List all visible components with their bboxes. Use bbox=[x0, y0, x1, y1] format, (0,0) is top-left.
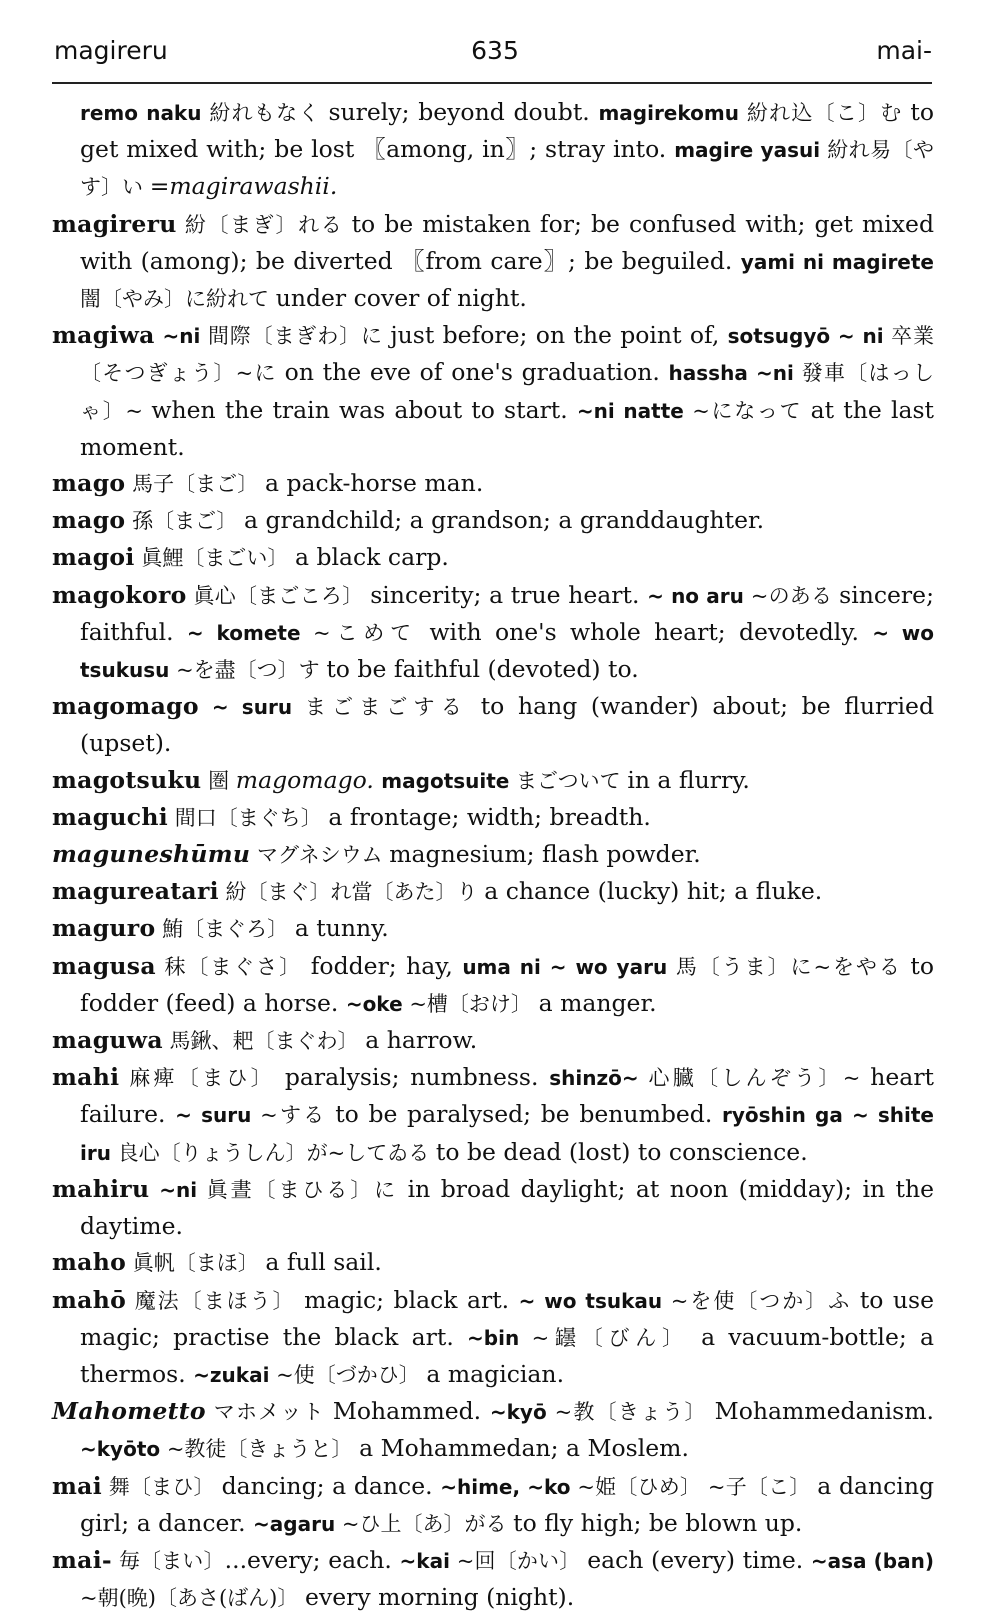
japanese-text: 秣〔まぐさ〕 bbox=[155, 954, 311, 979]
headword: magomago bbox=[52, 692, 199, 721]
dictionary-entry bbox=[52, 688, 934, 761]
japanese-text: 良心〔りょうしん〕が~してゐる bbox=[110, 1140, 436, 1165]
japanese-text: 眞晝〔まひる〕に bbox=[197, 1177, 408, 1202]
japanese-text: 眞心〔まごころ〕 bbox=[186, 583, 371, 608]
romaji-phrase: uma ni ~ wo yaru bbox=[462, 954, 668, 979]
definition-text: paralysis; numbness. bbox=[284, 1063, 550, 1092]
japanese-text: ~使〔づかひ〕 bbox=[269, 1362, 427, 1387]
japanese-text: 鮪〔まぐろ〕 bbox=[155, 917, 295, 942]
dictionary-entry bbox=[52, 1244, 934, 1281]
definition-text: dancing; a dance. bbox=[221, 1471, 441, 1500]
japanese-text: 間際〔まぎわ〕に bbox=[200, 324, 391, 349]
definition-text: to be paralysed; be benumbed. bbox=[335, 1100, 722, 1129]
definition-text: a grandchild; a grandson; a granddaughter. bbox=[243, 506, 765, 535]
japanese-text: 紛れもなく bbox=[201, 101, 329, 125]
japanese-text: ~教徒〔きょうと〕 bbox=[160, 1437, 360, 1462]
dictionary-entry bbox=[52, 502, 934, 539]
definition-text: Mohammed. bbox=[332, 1397, 490, 1426]
definition-text: under cover of night. bbox=[275, 284, 527, 313]
running-head-left: magireru bbox=[54, 36, 168, 65]
running-head-right: mai- bbox=[876, 36, 932, 65]
romaji-phrase: ~ni bbox=[149, 1177, 198, 1202]
definition-text: sincerity; a true heart. bbox=[370, 580, 648, 609]
japanese-text: 眞帆〔まほ〕 bbox=[126, 1251, 266, 1276]
romaji-phrase: remo naku bbox=[80, 101, 202, 125]
japanese-text: まごついて bbox=[509, 768, 628, 793]
definition-text: a chance (lucky) hit; a fluke. bbox=[484, 877, 823, 906]
dictionary-entry bbox=[52, 1542, 934, 1616]
japanese-text: ~を盡〔つ〕す bbox=[169, 658, 327, 683]
dictionary-entries bbox=[52, 94, 934, 1616]
definition-text: to fly high; be blown up. bbox=[513, 1508, 803, 1537]
definition-text: each (every) time. bbox=[587, 1545, 811, 1574]
romaji-phrase: ~bin bbox=[467, 1325, 520, 1350]
headword: magotsuku bbox=[52, 765, 202, 794]
definition-text: a magician. bbox=[426, 1359, 565, 1388]
japanese-text: 紛〔まぎ〕れる bbox=[176, 212, 352, 237]
japanese-text: 紛れ込〔こ〕む bbox=[738, 101, 911, 125]
cross-reference: magomago. bbox=[235, 765, 382, 794]
japanese-text: ~ひ上〔あ〕がる bbox=[335, 1511, 514, 1536]
headword: Mahometto bbox=[52, 1397, 206, 1426]
definition-text: magnesium; flash powder. bbox=[389, 840, 701, 869]
headword: magiwa bbox=[52, 321, 155, 350]
romaji-phrase: ~kyō bbox=[489, 1400, 547, 1425]
japanese-text: 馬子〔まご〕 bbox=[125, 472, 265, 497]
definition-text: a harrow. bbox=[365, 1026, 478, 1055]
headword: magoi bbox=[52, 543, 135, 572]
japanese-text: ~罎〔びん〕 bbox=[519, 1325, 702, 1350]
japanese-text: 眞鯉〔まごい〕 bbox=[134, 546, 295, 571]
romaji-phrase: ~agaru bbox=[253, 1511, 336, 1536]
definition-text: a pack-horse man. bbox=[264, 469, 484, 498]
japanese-text: ~のある bbox=[743, 583, 840, 608]
romaji-phrase: sotsugyō ~ ni bbox=[727, 324, 884, 349]
headword: mago bbox=[52, 506, 126, 535]
definition-text: a Mohammedan; a Moslem. bbox=[359, 1434, 689, 1463]
definition-text: surely; beyond doubt. bbox=[328, 98, 599, 126]
dictionary-entry bbox=[52, 948, 934, 1022]
japanese-text: 紛〔まぐ〕れ當〔あた〕り bbox=[218, 880, 485, 905]
romaji-phrase: ~asa (ban) bbox=[810, 1548, 934, 1573]
japanese-text: ~朝(晩)〔あさ(ばん)〕 bbox=[80, 1586, 306, 1611]
japanese-text: マホメット bbox=[205, 1400, 333, 1425]
romaji-phrase: ~ni natte bbox=[576, 398, 684, 423]
japanese-text: ~する bbox=[251, 1103, 336, 1128]
definition-text: a tunny. bbox=[294, 914, 389, 943]
japanese-text: 發車〔はっしゃ〕~ bbox=[80, 361, 934, 423]
japanese-text: 魔法〔まほう〕 bbox=[126, 1288, 305, 1313]
definition-text: on the eve of one's graduation. bbox=[284, 358, 669, 387]
headword: maguwa bbox=[52, 1026, 163, 1055]
headword: mahi bbox=[52, 1063, 120, 1092]
japanese-text: 心臓〔しんぞう〕~ bbox=[638, 1066, 871, 1091]
headword: magusa bbox=[52, 951, 156, 980]
japanese-text: 紛れ易〔やす〕い bbox=[80, 138, 934, 200]
definition-text: just before; on the point of, bbox=[390, 321, 728, 350]
headword: magureatari bbox=[52, 877, 219, 906]
dictionary-entry bbox=[52, 762, 934, 799]
japanese-text: 馬〔うま〕に~をやる bbox=[667, 954, 911, 979]
romaji-phrase: ~hime, ~ko bbox=[440, 1474, 571, 1499]
romaji-phrase: ~ suru bbox=[175, 1103, 252, 1128]
definition-text: a frontage; width; breadth. bbox=[328, 802, 651, 831]
definition-text: to be faithful (devoted) to. bbox=[326, 655, 639, 684]
dictionary-entry bbox=[52, 94, 934, 206]
headword: mago bbox=[52, 469, 126, 498]
dictionary-entry bbox=[52, 1171, 934, 1244]
romaji-phrase: ~kai bbox=[399, 1548, 450, 1573]
japanese-text: 馬鍬、耙〔まぐわ〕 bbox=[162, 1029, 366, 1054]
definition-text: when the train was about to start. bbox=[151, 395, 577, 424]
headword: maguchi bbox=[52, 802, 169, 831]
romaji-phrase: shinzō~ bbox=[549, 1066, 639, 1091]
romaji-phrase: magire yasui bbox=[674, 138, 821, 163]
japanese-text: ~教〔きょう〕 bbox=[546, 1400, 715, 1425]
romaji-phrase: ~ suru bbox=[198, 695, 293, 720]
definition-text: sincere; faithful. bbox=[80, 580, 934, 646]
definition-text: a dancing girl; a dancer. bbox=[80, 1471, 935, 1537]
headword: mai bbox=[52, 1471, 102, 1500]
japanese-text: 麻痺〔まひ〕 bbox=[119, 1066, 285, 1091]
japanese-text: 圏 bbox=[201, 768, 236, 793]
romaji-phrase: ~ komete bbox=[186, 620, 301, 645]
headword: magokoro bbox=[52, 580, 187, 609]
definition-text: every morning (night). bbox=[305, 1583, 575, 1612]
romaji-phrase: ~oke bbox=[345, 991, 403, 1016]
page-number: 635 bbox=[471, 36, 519, 65]
dictionary-entry bbox=[52, 465, 934, 502]
japanese-text: ~を使〔つか〕ふ bbox=[662, 1288, 860, 1313]
dictionary-entry bbox=[52, 1468, 934, 1542]
headword: mai- bbox=[52, 1545, 112, 1574]
headword: magireru bbox=[52, 209, 177, 238]
japanese-text: 卒業〔そつぎょう〕~に bbox=[80, 324, 934, 386]
dictionary-entry bbox=[52, 1282, 934, 1394]
dictionary-entry bbox=[52, 206, 934, 318]
japanese-text: ~姫〔ひめ〕 ~子〔こ〕 bbox=[570, 1474, 818, 1499]
definition-text: ...every; each. bbox=[224, 1545, 400, 1574]
romaji-phrase: ~kyōto bbox=[80, 1437, 161, 1462]
headword: maguro bbox=[52, 914, 156, 943]
romaji-phrase: magirekomu bbox=[598, 101, 739, 125]
japanese-text: ~槽〔おけ〕 bbox=[402, 991, 539, 1016]
japanese-text: 舞〔まひ〕 bbox=[101, 1474, 222, 1499]
definition-text: with one's whole heart; devotedly. bbox=[429, 617, 873, 646]
cross-reference: =magirawashii. bbox=[149, 172, 338, 201]
definition-text: to fodder (feed) a horse. bbox=[80, 951, 934, 1017]
definition-text: a black carp. bbox=[295, 543, 449, 572]
headword: mahiru bbox=[52, 1174, 150, 1203]
japanese-text: 毎〔まい〕 bbox=[111, 1548, 225, 1573]
dictionary-entry bbox=[52, 1393, 934, 1467]
definition-text: in a flurry. bbox=[627, 765, 750, 794]
dictionary-entry bbox=[52, 577, 934, 689]
definition-text: in broad daylight; at noon (midday); in the daytime. bbox=[80, 1174, 934, 1241]
definition-text: to be dead (lost) to conscience. bbox=[435, 1137, 808, 1166]
dictionary-entry bbox=[52, 1022, 934, 1059]
headword: mahō bbox=[52, 1285, 127, 1314]
definition-text: Mohammedanism. bbox=[714, 1397, 934, 1426]
definition-text: magic; black art. bbox=[304, 1285, 519, 1314]
definition-text: a full sail. bbox=[265, 1248, 382, 1277]
japanese-text: 闇〔やみ〕に紛れて bbox=[80, 287, 276, 312]
dictionary-entry bbox=[52, 539, 934, 576]
dictionary-entry bbox=[52, 910, 934, 947]
header-rule bbox=[52, 82, 932, 84]
romaji-phrase: yami ni magirete bbox=[740, 249, 934, 274]
definition-text: at the last moment. bbox=[80, 395, 934, 461]
japanese-text: ~こめて bbox=[300, 620, 430, 645]
dictionary-entry bbox=[52, 799, 934, 836]
japanese-text: マグネシウム bbox=[250, 843, 390, 868]
romaji-phrase: ~ni bbox=[154, 324, 201, 349]
romaji-phrase: ~ wo tsukusu bbox=[80, 620, 934, 683]
definition-text: a manger. bbox=[538, 988, 657, 1017]
headword: maho bbox=[52, 1248, 127, 1277]
romaji-phrase: ~zukai bbox=[193, 1362, 270, 1387]
definition-text: to be mistaken for; be confused with; get mixed with (among); be diverted 〖from care〗; be beguiled. bbox=[80, 209, 934, 275]
dictionary-entry bbox=[52, 1059, 934, 1171]
japanese-text: ~になって bbox=[683, 398, 811, 423]
japanese-text: 間口〔まぐち〕 bbox=[168, 805, 329, 830]
romaji-phrase: ~ wo tsukau bbox=[518, 1288, 663, 1313]
definition-text: a vacuum-bottle; a thermos. bbox=[80, 1322, 934, 1388]
japanese-text: 孫〔まご〕 bbox=[125, 509, 244, 534]
romaji-phrase: hassha ~ni bbox=[668, 361, 794, 386]
definition-text: to get mixed with; be lost 〖among, in〗; stray into. bbox=[80, 98, 934, 164]
definition-text: to use magic; practise the black art. bbox=[80, 1285, 934, 1351]
romaji-phrase: ~ no aru bbox=[647, 583, 744, 608]
definition-text: fodder; hay, bbox=[310, 951, 463, 980]
japanese-text: まごまごする bbox=[292, 695, 481, 720]
dictionary-entry bbox=[52, 873, 934, 910]
dictionary-entry bbox=[52, 836, 934, 873]
romaji-phrase: ryōshin ga ~ shite iru bbox=[80, 1103, 934, 1165]
romaji-phrase: magotsuite bbox=[381, 768, 510, 793]
japanese-text: ~回〔かい〕 bbox=[449, 1548, 588, 1573]
definition-text: heart failure. bbox=[80, 1063, 934, 1129]
definition-text: to hang (wander) about; be flurried (upset). bbox=[80, 692, 934, 758]
dictionary-entry bbox=[52, 317, 934, 465]
headword: maguneshūmu bbox=[52, 840, 251, 869]
